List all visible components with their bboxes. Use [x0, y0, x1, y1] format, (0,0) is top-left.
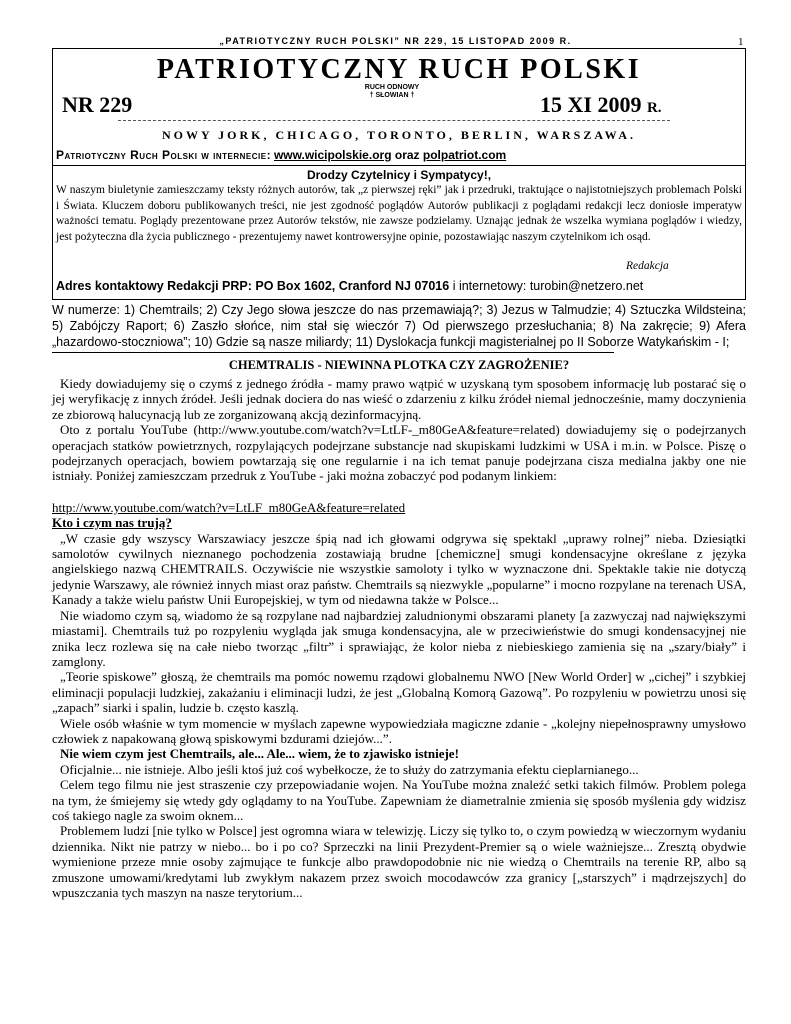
editorial-greeting: Drodzy Czytelnicy i Sympatycy!, [306, 168, 492, 182]
logo-line-2: † SŁOWIAN † [369, 92, 415, 99]
paragraph-1: Kiedy dowiadujemy się o czymś z jednego źródła - mamy prawo wątpić w uzyskaną tym sposobem informację lub postarać się o jej weryfikację z innych źródeł. Jeśli jednak dociera do nas wieść o zdarzeniu z kilku źródeł niemal jednocześnie, mamy doczynienia ze zbiorową halucynacją lub ze zorganizowaną akcją dezinformacyjną. [52, 376, 746, 422]
page-number: 1 [738, 36, 744, 48]
online-label: Patriotyczny Ruch Polski w internecie [56, 148, 267, 162]
youtube-link[interactable]: http://www.youtube.com/watch?v=LtLF_m80GeA&feature=related [52, 499, 406, 515]
paragraph-5: „Teorie spiskowe” głoszą, że chemtrails ma pomóc nowemu rządowi globalnemu NWO [New World Order] w „cichej” i szybkiej eliminacji populacji ludzkiej, zakażaniu i eliminacji ludzi, że jest „Globalną Komorą Gazową”. Po rozpyleniu w powietrzu unosi się „zapach” siarki i spalin, ludzie b. często kaszlą. [52, 669, 746, 716]
online-and: oraz [391, 148, 423, 162]
issue-number: NR 229 [62, 92, 133, 117]
editorial-text: W naszym biuletynie zamieszczamy teksty różnych autorów, tak „z pierwszej ręki” jak i przedruki, traktujące o najistotniejszych problemach Polski i Świata. Kluczem doboru publikowanych treści, nie jest zgodność poglądów Autorów publikacji z poglądami redakcji lecz doniosłe imperatyw ważności tematu. Poglądy prezentowane przez Autorów tekstów, nie zawsze podzielamy. Uznając jednak że wszelka wymiana poglądów i wiedzy, jest pożyteczna dla życia publicznego - prezentujemy nawet kontrowersyjne opinie, pozostawiając naszym czytelnikom ich osąd. [56, 184, 742, 243]
paragraph-7: Nie wiem czym jest Chemtrails, ale... Ale... wiem, że to zjawisko istnieje! [60, 746, 459, 762]
contact-mid: i internetowy: [449, 279, 530, 293]
table-of-contents: W numerze: 1) Chemtrails; 2) Czy Jego słowa jeszcze do nas przemawiają?; 3) Jezus w Talmudzie; 4) Sztuczka Wildsteina; 5) Zabójczy Raport; 6) Zaszło słońce, nim stał się wieczór 7) Od pierwszego przesłuchania; 8) Na zakręcie; 9) Afera „hazardowo-stoczniowa”; 10) Gdzie są nasze miliardy; 11) Dyslokacja funkcji magisterialnej po II Soborze Watykańskim - I; [52, 303, 746, 349]
newsletter-title: PATRIOTYCZNY RUCH POLSKI [156, 54, 642, 85]
contact-email[interactable]: turobin@netzero.net [529, 279, 644, 293]
cities-line: NOWY JORK, CHICAGO, TORONTO, BERLIN, WARSZAWA. [161, 128, 637, 142]
toc-separator [52, 352, 614, 353]
paragraph-10: Problemem ludzi [nie tylko w Polsce] jest ogromna wiara w telewizję. Liczy się tylko to, o czym powiedzą w wieczornym wydaniu dziennika. Nikt nie patrzy w niebo... bo i po co? Sprzeczki na linii Prezydent-Premier są o wiele ważniejsze... Zresztą obydwie wymienione przeze mnie osoby zajmujące te funkcje albo prawdopodobnie nic nie wiedzą o Chemtrails na terenie RP, albo są zmuszone umowami/kredytami lub zwykłym nakazem przez swoich mocodawców zza granicy [„starszych” i mądrzejszych] do wpuszczania tych maszyn na nasze terytorium... [52, 823, 746, 900]
polpatriot-link[interactable]: polpatriot.com [422, 148, 507, 162]
paragraph-2: Oto z portalu YouTube (http://www.youtube.com/watch?v=LtLF-_m80GeA&feature=related) dowiadujemy się o podejrzanych operacjach statków powietrznych, rozpylających podejrzane substancje nad skupiskami ludzkimi w USA i m.in. w Polsce. Piszę o podejrzanych operacjach, bowiem powtarzają się one regularnie i na ich temat panuje podejrzana cisza medialna jakby one nie istniały. Poniżej zamieszczam przedruk z YouTube - jaki można zobaczyć pod podanym linkiem: [52, 422, 746, 484]
issue-date-value: 15 XI 2009 [540, 92, 642, 117]
issue-date [540, 92, 662, 118]
online-line [56, 148, 506, 162]
paragraph-6: Wiele osób właśnie w tym momencie w myślach zapewne wypowiedziała magiczne zdanie - „kolejny niepełnosprawny umysłowo człowiek z napakowaną głową spiskowymi bzdurami dziejów...”. [52, 715, 746, 746]
paragraph-4: Nie wiadomo czym są, wiadomo że są rozpylane nad najbardziej zaludnionymi obszarami planety [a zazwyczaj nad największymi miastami]. Chemtrails tuż po rozpyleniu wygląda jak smuga kondensacyjna, ale w przeciwieństwie do smugi kondensacyjnej nie znika lecz rozlewa się na całe niebo tworząc „filtr” i sprawiając, że kolor nieba z niebieskiego zamienia się na „szary/biały” i zamglony. [52, 607, 746, 669]
editorial-signature: Redakcja [626, 260, 669, 272]
online-sep: : [266, 148, 274, 162]
ruch-odnowy-logo [362, 84, 422, 100]
paragraph-8: Oficjalnie... nie istnieje. Albo jeśli ktoś już coś wybełkocze, że to służy do zatrzymania efektu cieplarnianego... [60, 761, 639, 777]
article-body [52, 376, 746, 900]
contact-label: Adres kontaktowy Redakcji PRP [56, 279, 248, 293]
masthead-divider [118, 120, 670, 121]
article-title: CHEMTRALIS - NIEWINNA PLOTKA CZY ZAGROŻENIE? [228, 358, 570, 372]
issue-date-suffix: R. [646, 100, 662, 116]
contact-line [56, 279, 643, 293]
paragraph-9: Celem tego filmu nie jest straszenie czy przepowiadanie wojen. Na YouTube można znaleźć setki takich filmów. Problem polega na tym, że śmiejemy się wtedy gdy oglądamy to na YouTube. Zapewniam że diametralnie zmienia się sposób myślenia gdy widzisz coś takiego nagle za swoim oknem... [52, 777, 746, 823]
article-subhead: Kto i czym nas trują? [52, 515, 172, 531]
running-header: „PATRIOTYCZNY RUCH POLSKI” NR 229, 15 LISTOPAD 2009 R. [219, 36, 572, 46]
logo-line-1: RUCH ODNOWY [364, 84, 420, 91]
paragraph-3: „W czasie gdy wszyscy Warszawiacy jeszcze śpią nad ich głowami odgrywa się spektakl „uprawy rolnej” nieba. Dziesiątki samolotów cywilnych nieznanego pochodzenia zostawiają brudne [chemiczne] smugi kondensacyjne określane z języka angielskiego nazwą CHEMTRAILS. Oczywiście nie wszystkie samoloty i tylko w wyznaczone dni. Spektakle takie nie dotyczą jedynie Warszawy, ale również innych miast oraz państw. Chemtrails są niezwykle „popularne” i mocno rozpylane na terenach USA, Kanady a także wielu państw Unii Europejskiej, w tym od niedawna także w Polsce... [52, 530, 746, 608]
wicipolskie-link[interactable]: www.wicipolskie.org [273, 148, 392, 162]
contact-address: : PO Box 1602, Cranford NJ 07016 [247, 279, 450, 293]
